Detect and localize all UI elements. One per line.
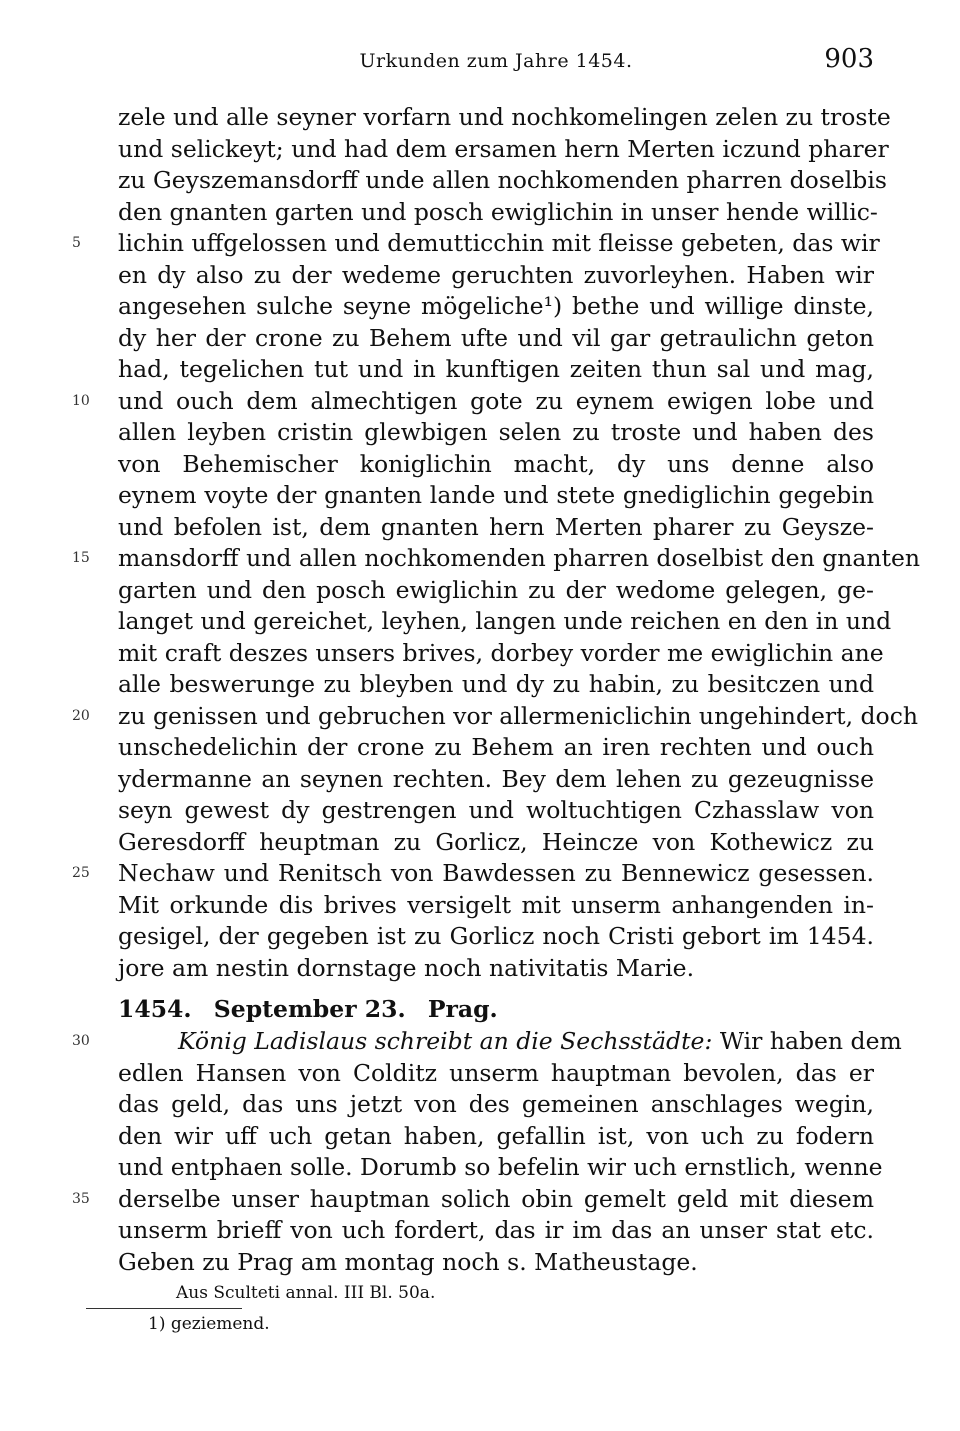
line-text: angesehen sulche seyne mögeliche¹) bethe und willige dinste, <box>118 292 874 320</box>
line-text: allen leyben cristin glewbigen selen zu troste und haben des <box>118 418 874 446</box>
line-text: mansdorff und allen nochkomenden pharren doselbist den gnanten <box>118 544 921 572</box>
line-text: derselbe unser hauptman solich obin gemelt geld mit diesem <box>118 1184 874 1213</box>
page-number: 903 <box>824 44 874 74</box>
footnote-text: geziemend. <box>170 1314 270 1334</box>
entry-heading <box>118 992 874 1026</box>
source-reference: Aus Sculteti annal. III Bl. 50a. <box>176 1283 436 1303</box>
line-text: zele und alle seyner vorfarn und nochkomelingen zelen zu troste <box>118 103 891 131</box>
line-number: 20 <box>72 707 90 724</box>
entry-year: 1454. <box>118 995 192 1023</box>
text-line <box>118 417 874 449</box>
line-number: 25 <box>72 865 90 881</box>
line-text: lichin uffgelossen und demutticchin mit fleisse gebeten, das wir <box>118 229 880 257</box>
entry-summary: König Ladislaus schreibt an die Sechsstädte: <box>178 1027 713 1055</box>
line-text: und entphaen solle. Dorumb so befelin wir uch ernstlich, wenne <box>118 1153 883 1181</box>
text-line <box>72 701 918 733</box>
text-line <box>118 1089 874 1121</box>
text-line <box>118 291 874 323</box>
line-text: mit craft deszes unsers brives, dorbey vorder me ewiglichin ane <box>118 638 884 667</box>
text-line <box>118 953 874 985</box>
text-line <box>118 827 874 859</box>
text-line <box>118 1215 874 1247</box>
text-line <box>118 1058 874 1090</box>
text-line <box>118 795 874 827</box>
text-line <box>118 1121 874 1153</box>
text-line <box>118 102 891 134</box>
line-text: garten und den posch ewiglichin zu der wedome gelegen, ge- <box>118 575 874 604</box>
text-line <box>72 386 874 418</box>
text-line <box>118 638 884 670</box>
line-text: seyn gewest dy gestrengen und woltuchtigen Czhasslaw von <box>118 796 874 824</box>
text-line <box>118 890 874 922</box>
line-text: en dy also zu der wedeme geruchten zuvorleyhen. Haben wir <box>118 260 874 289</box>
footnote-mark: 1) <box>148 1314 166 1334</box>
entry-text-start: Wir haben dem <box>719 1027 902 1055</box>
line-text: unschedelichin der crone zu Behem an iren rechten und ouch <box>118 733 874 761</box>
line-number: 30 <box>72 1033 90 1049</box>
line-text: Mit orkunde dis brives versigelt mit unserm anhangenden in- <box>118 890 874 919</box>
entry-first-line <box>72 1026 902 1058</box>
text-line <box>72 1184 874 1216</box>
line-text: alle beswerunge zu bleyben und dy zu habin, zu besitczen und <box>118 670 874 698</box>
text-line <box>118 732 874 764</box>
entry-date: September 23. <box>213 995 406 1023</box>
line-text: eynem voyte der gnanten lande und stete gnediglichin gegebin <box>118 481 874 509</box>
text-line <box>118 512 874 544</box>
text-line <box>118 323 874 355</box>
text-line <box>72 543 921 575</box>
line-number: 15 <box>72 550 90 566</box>
text-line <box>118 921 874 953</box>
line-text: Geresdorff heuptman zu Gorlicz, Heincze von Kothewicz zu <box>118 827 874 856</box>
text-line <box>118 134 889 166</box>
line-text: jore am nestin dornstage noch nativitatis Marie. <box>118 953 695 982</box>
line-text: ydermanne an seynen rechten. Bey dem lehen zu gezeugnisse <box>118 764 874 793</box>
line-text: Geben zu Prag am montag noch s. Matheustage. <box>118 1247 698 1276</box>
text-line <box>118 1152 883 1184</box>
text-line <box>72 228 880 260</box>
text-line <box>118 354 874 386</box>
line-number: 5 <box>72 235 81 251</box>
line-text: unserm brieff von uch fordert, das ir im das an unser stat etc. <box>118 1216 874 1244</box>
text-line <box>118 1247 874 1279</box>
text-line <box>118 575 874 607</box>
line-text: zu Geyszemansdorff unde allen nochkomenden pharren doselbis <box>118 166 887 194</box>
text-line <box>118 669 874 701</box>
line-text: und ouch dem almechtigen gote zu eynem ewigen lobe und <box>118 386 874 415</box>
line-text: dy her der crone zu Behem ufte und vil gar getraulichn geton <box>118 323 874 352</box>
line-text: gesigel, der gegeben ist zu Gorlicz noch Cristi gebort im 1454. <box>118 922 874 950</box>
text-line <box>118 606 892 638</box>
text-line <box>72 858 874 890</box>
line-number: 10 <box>72 392 90 409</box>
document-body <box>72 102 921 984</box>
footnote <box>148 1314 270 1334</box>
line-text: und selickeyt; und had dem ersamen hern Merten iczund pharer <box>118 134 889 163</box>
text-line <box>118 449 874 481</box>
running-head: Urkunden zum Jahre 1454. <box>359 50 633 72</box>
line-text: langet und gereichet, leyhen, langen unde reichen en den in und <box>118 607 892 635</box>
page-header <box>118 44 874 80</box>
text-line <box>118 197 878 229</box>
line-text: und befolen ist, dem gnanten hern Merten pharer zu Geysze- <box>118 512 874 541</box>
line-text: had, tegelichen tut und in kunftigen zeiten thun sal und mag, <box>118 355 874 383</box>
line-text: den gnanten garten und posch ewiglichin in unser hende willic- <box>118 197 878 226</box>
line-text: Nechaw und Renitsch von Bawdessen zu Bennewicz gesessen. <box>118 859 874 887</box>
footnote-rule <box>86 1308 242 1309</box>
text-line <box>118 764 874 796</box>
line-text: das geld, das uns jetzt von des gemeinen anschlages wegin, <box>118 1090 874 1118</box>
line-text: von Behemischer koniglichin macht, dy uns denne also <box>118 449 874 478</box>
line-text: edlen Hansen von Colditz unserm hauptman bevolen, das er <box>118 1058 874 1087</box>
text-line <box>118 480 874 512</box>
document-entry <box>72 992 902 1278</box>
text-line <box>118 165 887 197</box>
line-number: 35 <box>72 1190 90 1207</box>
line-text: den wir uff uch getan haben, gefallin ist, von uch zu fodern <box>118 1121 874 1150</box>
entry-place: Prag. <box>427 995 498 1023</box>
text-line <box>118 260 874 292</box>
line-text: zu genissen und gebruchen vor allermeniclichin ungehindert, doch <box>118 701 918 730</box>
